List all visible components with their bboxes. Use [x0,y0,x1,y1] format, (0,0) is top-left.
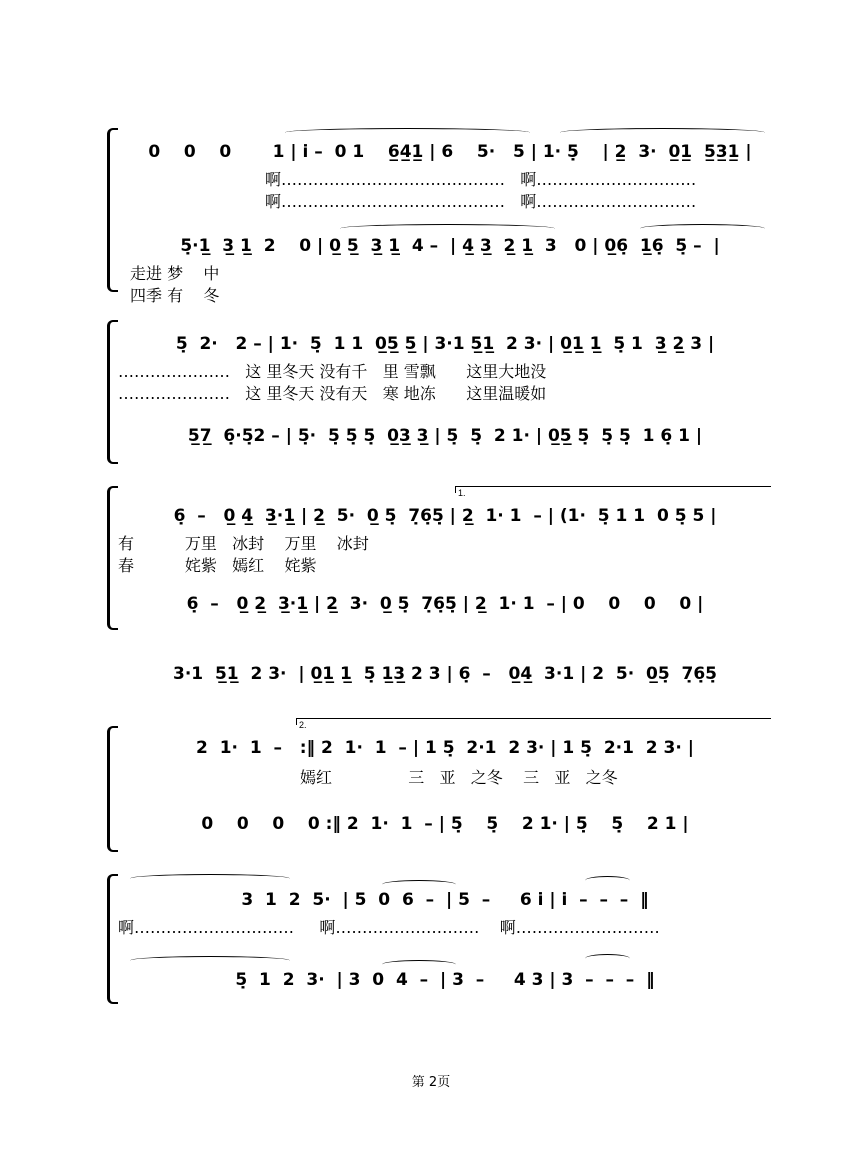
staff-text: 5̲7̲ 6̣·5̣2 – | 5̣· 5̣ 5̣ 5̣ 0̲3̲ 3̲ | 5̣ 5̣ 2 1· | 0̲5̲ 5̣ 5̣ 5̣ 1 6̣ 1 | [187,426,703,446]
phrase-slur [560,128,765,137]
staff-lower [0,424,862,460]
lyric-line: 四季 有 冬 [130,286,220,305]
lyric-line: 嫣红 三 亚 之冬 三 亚 之冬 [300,768,618,787]
staff-text: 3 1 2 5· | 5 0 6 – | 5 – 6 i̇ | i̇ – – – ‖ [241,890,649,910]
staff-text: 0 0 0 1 | i̇ – 0 1 6̲4̲1̲ | 6 5· 5 | 1· 5̣ | 2̲ 3· 0̲1̲ 5̲3̲1̲ | [148,142,752,162]
system-2 [0,320,862,460]
lyric-line: 有 万里 冰封 万里 冰封 [118,534,369,553]
staff-text: 2 1· 1 – :‖ 2 1· 1 – | 1 5̣ 2·1 2 3· | 1 5̣ 2·1 2 3· | [196,738,694,758]
phrase-slur [285,128,530,137]
lyric-line: 啊…………………………………… 啊………………………… [265,170,697,189]
staff-lower [0,592,862,628]
staff-upper [0,736,862,772]
system-6 [0,874,862,1004]
staff-text: 6̣ – 0̲ 2̲ 3̲·1̲ | 2̲ 3· 0̲ 5̣ 7̣6̣5̣ | 2̲ 1· 1 – | 0 0 0 0 | [186,594,704,614]
phrase-slur [340,224,555,233]
staff-text: 0 0 0 0 :‖ 2 1· 1 – | 5̣ 5̣ 2 1· | 5̣ 5̣ 2 1 | [201,814,689,834]
lyric-line: ………………… 这 里冬天 没有天 寒 地冻 这里温暖如 [118,384,547,403]
phrase-slur [585,876,630,885]
lyric-line: 啊………………………… 啊……………………… 啊……………………… [118,918,660,937]
page-number: 第 2页 [411,1075,451,1090]
lyric-line: 啊…………………………………… 啊………………………… [265,192,697,211]
second-ending-label: 2. [299,720,307,730]
system-3 [0,486,862,626]
lyric-line: 春 姹紫 嫣红 姹紫 [118,556,317,575]
melody-line [0,662,862,698]
lyric-line: 走进 梦 中 [130,264,220,283]
staff-text: 6̣ – 0̲ 4̲ 3̲·1̲ | 2̲ 5· 0̲ 5̣ 7̣6̣5̣ | 2̲ 1· 1 – | (1· 5̣ 1 1 0 5̣ 5 | [173,506,717,526]
phrase-slur [130,956,290,965]
staff-lower [0,968,862,1004]
staff-text: 5̣·1̲ 3̲ 1̲ 2 0 | 0̲ 5̲ 3̲ 1̲ 4 – | 4̲ 3̲ 2̲ 1̲ 3 0 | 0̲6̣ 1̲6̣ 5̣ – | [180,236,720,256]
phrase-slur [640,224,765,233]
staff-text: 5̣ 2· 2 – | 1· 5̣ 1 1 0̲5̲ 5̲ | 3·1 5̲1̲ 2 3· | 0̲1̲ 1̲ 5̣ 1 3̲ 2̲ 3 | [175,334,715,354]
staff-text: 5̣ 1 2 3· | 3 0 4 – | 3 – 4 3 | 3 – – – ‖ [235,970,655,990]
system-4 [0,660,862,700]
first-ending-label: 1. [458,488,466,498]
lyric-line: ………………… 这 里冬天 没有千 里 雪飘 这里大地没 [118,362,547,381]
system-1 [0,128,862,305]
phrase-slur [585,954,630,963]
first-ending-bracket [455,486,771,493]
second-ending-bracket [296,718,771,725]
phrase-slur [130,874,290,883]
staff-lower [0,812,862,848]
system-5 [0,718,862,848]
staff-text: 3·1 5̲1̲ 2 3· | 0̲1̲ 1̲ 5̣ 1̲3̲ 2 3 | 6̣ – 0̲4̲ 3·1 | 2 5· 0̲5̣ 7̣6̣5̣ [173,664,717,684]
